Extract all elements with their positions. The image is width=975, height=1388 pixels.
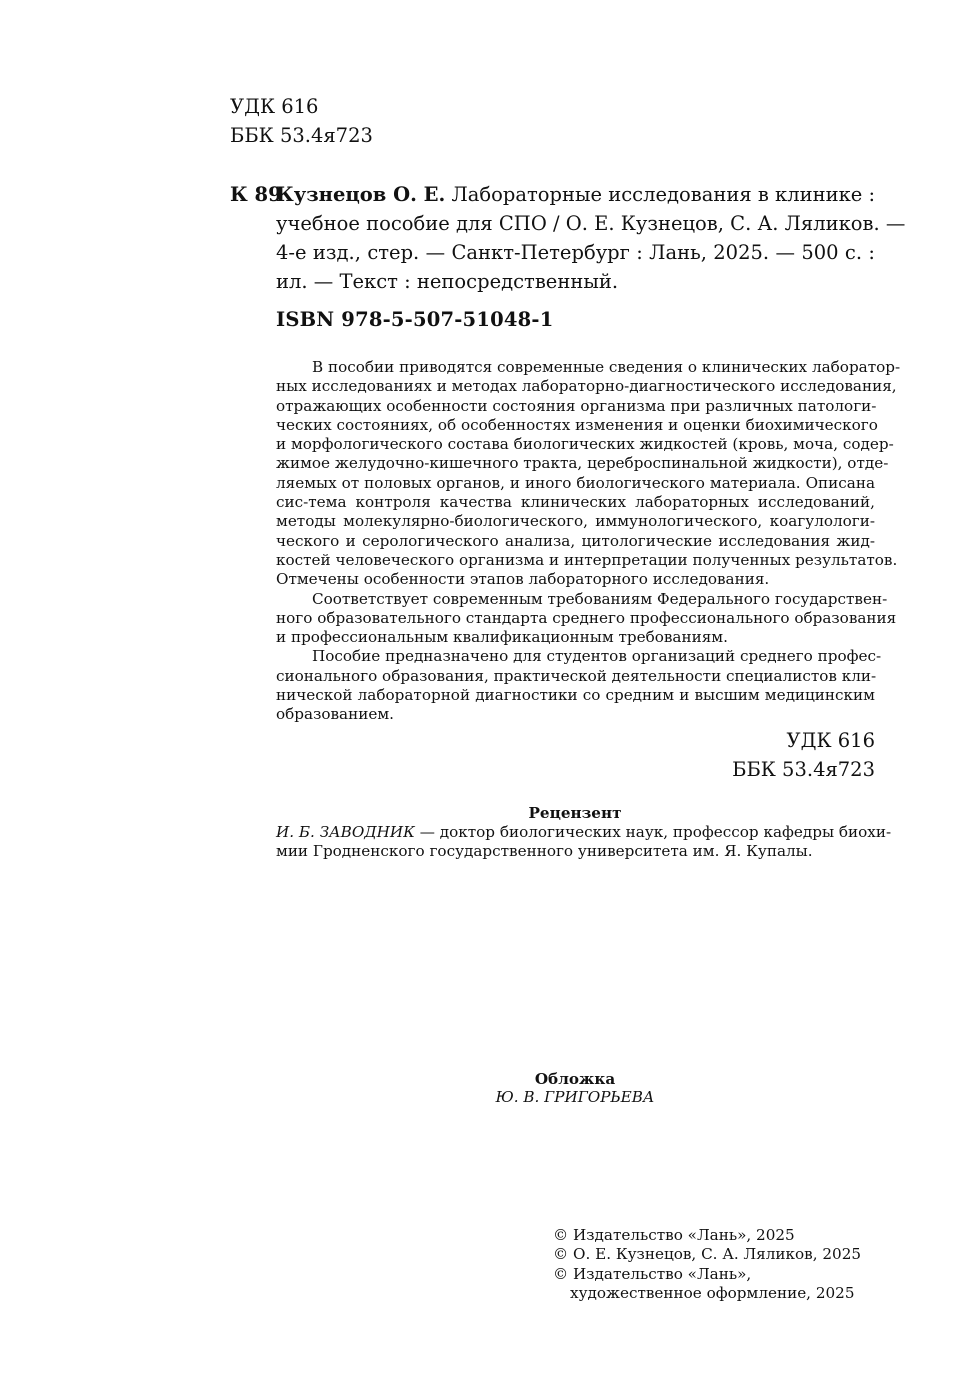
annotation-line: и морфологического состава биологических жидкостей (кровь, моча, содер- xyxy=(276,435,894,454)
annotation-line: сионального образования, практической деятельности специалистов кли- xyxy=(276,666,877,685)
copyright-line: © Издательство «Лань», xyxy=(553,1264,752,1283)
udk-code: УДК 616 xyxy=(786,729,875,752)
annotation-line: методы молекулярно-биологического, иммунологического, коагулологи- xyxy=(276,512,875,531)
annotation-line: ческих состояниях, об особенностях изменения и оценки биохимического xyxy=(276,415,878,434)
bbk-code: ББК 53.4я723 xyxy=(230,124,373,147)
isbn: ISBN 978-5-507-51048-1 xyxy=(276,308,554,331)
author-cipher: К 89 xyxy=(230,183,282,206)
annotation-line: сис-тема контроля качества клинических лабораторных исследований, xyxy=(276,493,875,512)
annotation-line: ных исследованиях и методах лабораторно-диагностического исследования, xyxy=(276,377,897,396)
bbk-code: ББК 53.4я723 xyxy=(732,758,875,781)
annotation-line: жимое желудочно-кишечного тракта, цереброспинальной жидкости), отде- xyxy=(276,454,889,473)
copyright-line: © О. Е. Кузнецов, С. А. Ляликов, 2025 xyxy=(553,1245,862,1264)
reviewer-line: мии Гродненского государственного университета им. Я. Купалы. xyxy=(276,842,813,861)
udk-code: УДК 616 xyxy=(230,95,319,118)
annotation-line: Пособие предназначено для студентов организаций среднего профес- xyxy=(312,647,882,666)
reviewer-title: — доктор биологических наук, профессор кафедры биохи- xyxy=(414,823,892,841)
bib-title: Лабораторные исследования в клинике : xyxy=(451,183,876,206)
bib-line xyxy=(276,180,875,209)
annotation xyxy=(276,358,901,725)
annotation-line: образованием. xyxy=(276,705,394,724)
annotation-line: костей человеческого организма и интерпретации полученных результатов. xyxy=(276,550,898,569)
copyright-line: художественное оформление, 2025 xyxy=(570,1283,855,1302)
annotation-line: отражающих особенности состояния организма при различных патологи- xyxy=(276,396,877,415)
copyright-block xyxy=(553,1226,861,1303)
annotation-line: и профессиональным квалификационным требованиям. xyxy=(276,628,728,647)
reviewer-text xyxy=(276,823,892,862)
cover-designer: Ю. В. ГРИГОРЬЕВА xyxy=(495,1088,655,1106)
copyright-line: © Издательство «Лань», 2025 xyxy=(553,1226,795,1244)
annotation-line: Отмечены особенности этапов лабораторного исследования. xyxy=(276,570,770,589)
reviewer-line xyxy=(276,823,892,842)
classification-top xyxy=(230,92,373,150)
annotation-line: В пособии приводятся современные сведения о клинических лаборатор- xyxy=(312,358,901,376)
annotation-line: ческого и серологического анализа, цитологические исследования жид- xyxy=(276,531,875,550)
cover-heading: Обложка xyxy=(534,1070,616,1088)
bib-line: 4-е изд., стер. — Санкт-Петербург : Лань, 2025. — 500 с. : xyxy=(276,241,875,264)
bibliographic-description xyxy=(276,180,906,296)
reviewer-name: И. Б. ЗАВОДНИК xyxy=(276,823,415,841)
annotation-line: Соответствует современным требованиям Федерального государствен- xyxy=(312,589,888,608)
annotation-line: ляемых от половых органов, и иного биологического материала. Описана xyxy=(276,473,875,492)
bib-line: ил. — Текст : непосредственный. xyxy=(276,270,619,293)
bib-line: учебное пособие для СПО / О. Е. Кузнецов, С. А. Ляликов. — xyxy=(276,212,906,235)
classification-bottom xyxy=(732,726,875,784)
annotation-line: нической лабораторной диагностики со средним и высшим медицинским xyxy=(276,686,875,705)
annotation-line: ного образовательного стандарта среднего профессионального образования xyxy=(276,608,897,627)
reviewer-heading: Рецензент xyxy=(528,804,622,822)
author-name: Кузнецов О. Е. xyxy=(276,183,446,206)
